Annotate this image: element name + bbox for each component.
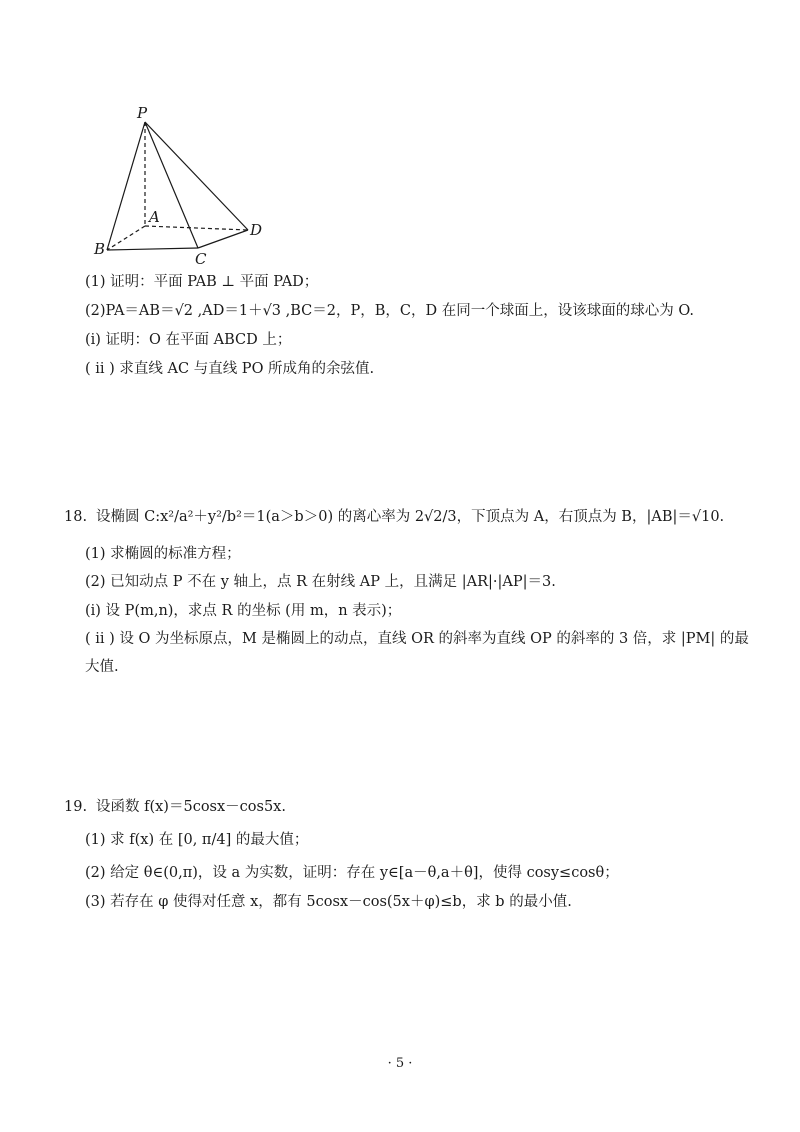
q18-part2-ii-line2: 大值.: [85, 659, 119, 675]
q18-part1: (1) 求椭圆的标准方程；: [85, 546, 241, 562]
label-p: P: [137, 104, 148, 122]
label-a: A: [149, 208, 160, 226]
pyramid-figure: [85, 100, 285, 270]
edge-pc: [145, 122, 198, 248]
q18-part2-i: (i) 设 P(m,n)，求点 R 的坐标 (用 m，n 表示)；: [85, 603, 402, 619]
q17-part1: (1) 证明：平面 PAB ⊥ 平面 PAD；: [85, 274, 319, 290]
page-number: · 5 ·: [387, 1056, 413, 1071]
q18-part2: (2) 已知动点 P 不在 y 轴上，点 R 在射线 AP 上，且满足 |AR|·|AP|＝3.: [85, 574, 556, 590]
q17-part2-ii: ( ii ) 求直线 AC 与直线 PO 所成角的余弦值.: [85, 361, 375, 377]
q19-part3: (3) 若存在 φ 使得对任意 x，都有 5cosx－cos(5x＋φ)≤b，求 b 的最小值.: [85, 894, 572, 910]
label-d: D: [250, 221, 263, 239]
q17-part2: (2)PA＝AB＝√2 ,AD＝1＋√3 ,BC＝2，P，B，C，D 在同一个球面上，设该球面的球心为 O.: [85, 303, 694, 319]
q19-part2: (2) 给定 θ∈(0,π)，设 a 为实数，证明：存在 y∈[a－θ,a＋θ]，使得 cosy≤cosθ；: [85, 865, 619, 881]
label-b: B: [94, 240, 106, 258]
q18-stem: 设椭圆 C:x²/a²＋y²/b²＝1(a＞b＞0) 的离心率为 2√2/3，下顶点为 A，右顶点为 B，|AB|＝√10.: [96, 509, 725, 525]
q17-part2-i: (i) 证明：O 在平面 ABCD 上；: [85, 332, 292, 348]
edge-bc: [107, 248, 198, 250]
edge-ad: [145, 226, 248, 230]
edge-cd: [198, 230, 248, 248]
q19-stem: 设函数 f(x)＝5cosx－cos5x.: [96, 799, 286, 815]
q18-part2-ii-line1: ( ii ) 设 O 为坐标原点，M 是椭圆上的动点，直线 OR 的斜率为直线 OP 的斜率的 3 倍，求 |PM| 的最: [85, 631, 749, 647]
q19-number: 19.: [64, 799, 88, 815]
q19-part1: (1) 求 f(x) 在 [0, π/4] 的最大值；: [85, 832, 309, 848]
label-c: C: [195, 250, 207, 268]
edge-pb: [107, 122, 145, 250]
edge-pd: [145, 122, 248, 230]
q18-number: 18.: [64, 509, 88, 525]
